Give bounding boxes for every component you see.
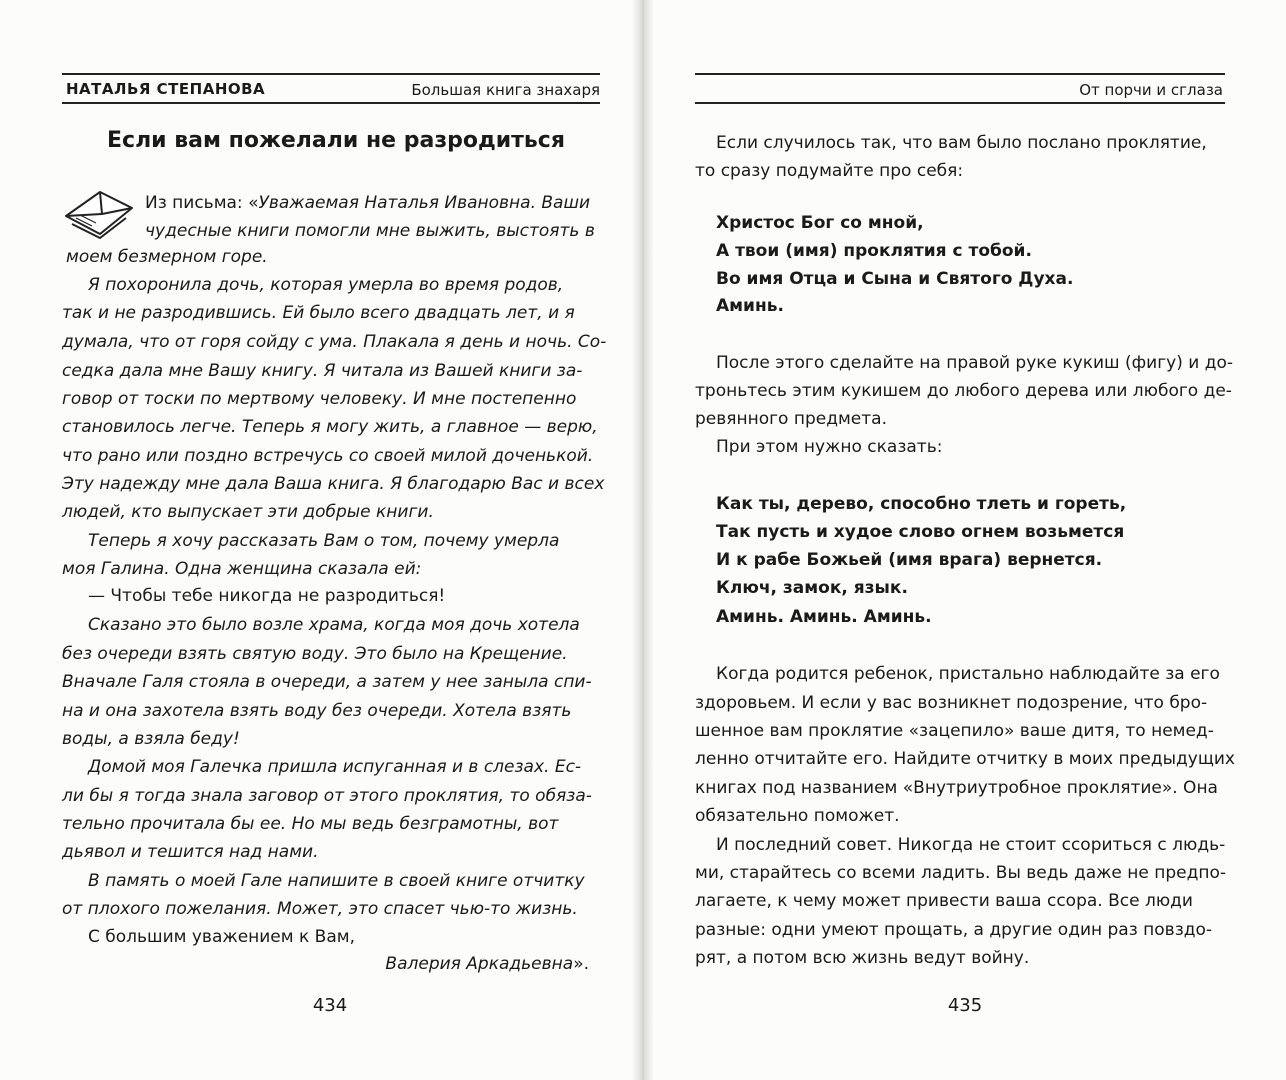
letter-intro: Из письма: « — [145, 193, 259, 213]
letter-line: моя Галина. Одна женщина сказала ей: — [62, 559, 422, 579]
letter-first-line — [145, 192, 590, 214]
prayer-line: Так пусть и худое слово огнем возьмется — [716, 522, 1125, 542]
body-line: лагаете, к чему может привести ваша ссора. Все люди — [695, 891, 1193, 911]
header-rule-top — [62, 73, 600, 75]
body-line: обязательно поможет. — [695, 806, 900, 826]
letter-line: С большим уважением к Вам, — [88, 927, 355, 947]
letter-line: воды, а взяла беду! — [62, 729, 240, 749]
letter-signature: Валерия Аркадьевна — [385, 954, 574, 974]
letter-line: седка дала мне Вашу книгу. Я читала из Вашей книги за- — [62, 361, 583, 381]
prayer-line: Аминь. — [716, 296, 784, 316]
letter-line: дьявол и тешится над нами. — [62, 842, 319, 862]
intro-line: то сразу подумайте про себя: — [695, 161, 964, 181]
letter-line: моем безмерном горе. — [66, 247, 268, 267]
letter-line: Я похоронила дочь, которая умерла во время родов, — [88, 275, 564, 295]
running-head-section: От порчи и сглаза — [1079, 81, 1223, 99]
body-line: После этого сделайте на правой руке кукиш (фигу) и до- — [716, 353, 1233, 373]
running-head-book-title: Большая книга знахаря — [411, 81, 600, 99]
letter-first-line-text: Уважаемая Наталья Ивановна. Ваши — [258, 193, 591, 213]
letter-line: так и не разродившись. Ей было всего двадцать лет, и я — [62, 303, 575, 323]
letter-line: думала, что от горя сойду с ума. Плакала я день и ночь. Со- — [62, 332, 607, 352]
body-line: троньтесь этим кукишем до любого дерева или любого де- — [695, 381, 1232, 401]
body-line: При этом нужно сказать: — [716, 437, 943, 457]
prayer-line: И к рабе Божьей (имя врага) вернется. — [716, 550, 1103, 570]
prayer-line: Во имя Отца и Сына и Святого Духа. — [716, 269, 1074, 289]
letter-line: Домой моя Галечка пришла испуганная и в слезах. Ес- — [88, 757, 582, 777]
letter-line: чудесные книги помогли мне выжить, выстоять в — [145, 221, 595, 241]
body-line: Когда родится ребенок, пристально наблюдайте за его — [716, 664, 1220, 684]
body-line: шенное вам проклятие «зацепило» ваше дитя, то немед- — [695, 721, 1214, 741]
letter-line: от плохого пожелания. Может, это спасет чью-то жизнь. — [62, 899, 578, 919]
letter-signature-line — [385, 953, 589, 975]
right-page — [643, 0, 1286, 1080]
letter-line: Сказано это было возле храма, когда моя дочь хотела — [88, 615, 580, 635]
prayer-line: Ключ, замок, язык. — [716, 578, 908, 598]
running-head-author: НАТАЛЬЯ СТЕПАНОВА — [66, 80, 266, 98]
letter-line: Вначале Галя стояла в очереди, а затем у нее заныла спи- — [62, 672, 592, 692]
letter-line: ли бы я тогда знала заговор от этого проклятия, то обяза- — [62, 786, 592, 806]
body-line: И последний совет. Никогда не стоит ссориться с людь- — [716, 835, 1226, 855]
letter-line: без очереди взять святую воду. Это было на Крещение. — [62, 644, 568, 664]
header-rule-top-right — [695, 73, 1225, 75]
page-number-left: 434 — [312, 995, 348, 1016]
prayer-line: А твои (имя) проклятия с тобой. — [716, 241, 1032, 261]
letter-line: Эту надежду мне дала Ваша книга. Я благодарю Вас и всех — [62, 474, 605, 494]
header-rule-bottom-right — [695, 102, 1225, 104]
body-line: ленно отчитайте его. Найдите отчитку в моих предыдущих — [695, 749, 1235, 769]
letter-line: Теперь я хочу рассказать Вам о том, почему умерла — [88, 531, 560, 551]
letter-line: — Чтобы тебе никогда не разродиться! — [88, 586, 446, 606]
body-line: разные: одни умеют прощать, а другие один раз повздо- — [695, 920, 1213, 940]
letter-line: В память о моей Гале напишите в своей книге отчитку — [88, 871, 585, 891]
chapter-title: Если вам пожелали не разродиться — [107, 128, 565, 153]
letter-line: на и она захотела взять воду без очереди. Хотела взять — [62, 701, 572, 721]
letter-line: становилось легче. Теперь я могу жить, а главное — верю, — [62, 417, 598, 437]
prayer-line: Христос Бог со мной, — [716, 213, 924, 233]
body-line: рят, а потом всю жизнь ведут войну. — [695, 948, 1030, 968]
body-line: ми, старайтесь со всеми ладить. Вы ведь даже не предпо- — [695, 863, 1227, 883]
page-number-right: 435 — [947, 995, 983, 1016]
header-rule-bottom — [62, 102, 600, 104]
prayer-line: Аминь. Аминь. Аминь. — [716, 607, 932, 627]
letter-line: что рано или поздно встречусь со своей милой доченькой. — [62, 446, 594, 466]
letter-line: говор от тоски по мертвому человеку. И мне постепенно — [62, 389, 577, 409]
letter-line: тельно прочитала бы ее. Но мы ведь безграмотны, вот — [62, 814, 559, 834]
body-line: книгах под названием «Внутриутробное проклятие». Она — [695, 778, 1218, 798]
intro-line: Если случилось так, что вам было послано проклятие, — [716, 133, 1207, 153]
body-line: здоровьем. И если у вас возникнет подозрение, что бро- — [695, 693, 1208, 713]
letter-signature-close: ». — [573, 954, 589, 974]
prayer-line: Как ты, дерево, способно тлеть и гореть, — [716, 494, 1127, 514]
letter-line: людей, кто выпускает эти добрые книги. — [62, 502, 434, 522]
letter-envelope-icon — [62, 188, 136, 240]
body-line: ревянного предмета. — [695, 409, 887, 429]
